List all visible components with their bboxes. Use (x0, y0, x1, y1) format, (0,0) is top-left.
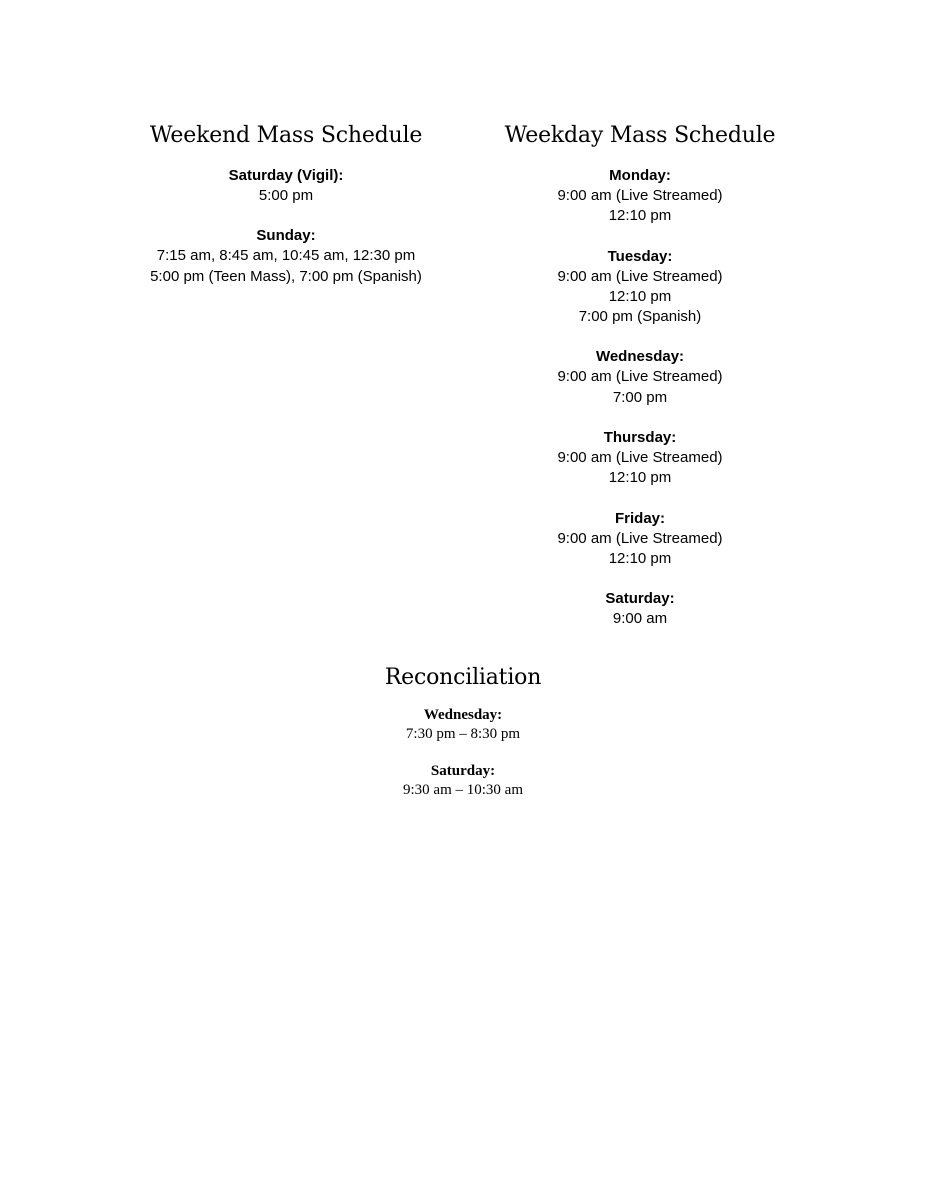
schedule-block (490, 166, 790, 227)
day-label: Friday: (614, 509, 665, 527)
time-line: 7:30 pm – 8:30 pm (405, 726, 521, 742)
day-label: Saturday: (605, 590, 675, 608)
reconciliation-section (313, 662, 613, 818)
time-line: 7:00 pm (612, 388, 668, 406)
time-line: 9:00 am (Live Streamed) (557, 267, 723, 285)
reconciliation-title: Reconciliation (384, 665, 542, 690)
weekend-title: Weekend Mass Schedule (149, 123, 423, 148)
time-line: 12:10 pm (608, 469, 672, 487)
schedule-block (490, 589, 790, 629)
day-label: Sunday: (256, 227, 316, 245)
day-label: Thursday: (603, 429, 677, 447)
day-label: Wednesday: (423, 707, 503, 723)
schedule-block (136, 166, 436, 206)
day-label: Saturday (Vigil): (228, 167, 344, 184)
time-line: 12:10 pm (608, 287, 672, 305)
schedule-block (136, 226, 436, 287)
day-label: Wednesday: (595, 348, 685, 366)
schedule-block (313, 762, 613, 800)
day-label: Saturday: (430, 763, 496, 779)
time-line: 5:00 pm (258, 187, 314, 204)
day-label: Monday: (609, 167, 671, 184)
schedule-block (490, 247, 790, 328)
schedule-block (490, 428, 790, 489)
time-line: 12:10 pm (608, 207, 672, 225)
weekday-schedule-section (490, 120, 790, 650)
weekday-title: Weekday Mass Schedule (504, 123, 776, 148)
weekend-schedule-section (136, 120, 436, 307)
schedule-block (490, 347, 790, 408)
time-line: 9:30 am – 10:30 am (403, 782, 523, 798)
time-line: 9:00 am (Live Streamed) (557, 449, 723, 467)
time-line: 9:00 am (Live Streamed) (557, 529, 723, 547)
time-line: 9:00 am (Live Streamed) (557, 368, 723, 386)
time-line: 12:10 pm (608, 549, 672, 567)
day-label: Tuesday: (607, 247, 673, 265)
time-line: 9:00 am (612, 610, 668, 628)
time-line: 5:00 pm (Teen Mass), 7:00 pm (Spanish) (150, 267, 422, 285)
time-line: 9:00 am (Live Streamed) (557, 187, 723, 204)
schedule-block (313, 706, 613, 744)
time-line: 7:00 pm (Spanish) (578, 308, 702, 326)
time-line: 7:15 am, 8:45 am, 10:45 am, 12:30 pm (156, 247, 416, 265)
schedule-block (490, 509, 790, 570)
